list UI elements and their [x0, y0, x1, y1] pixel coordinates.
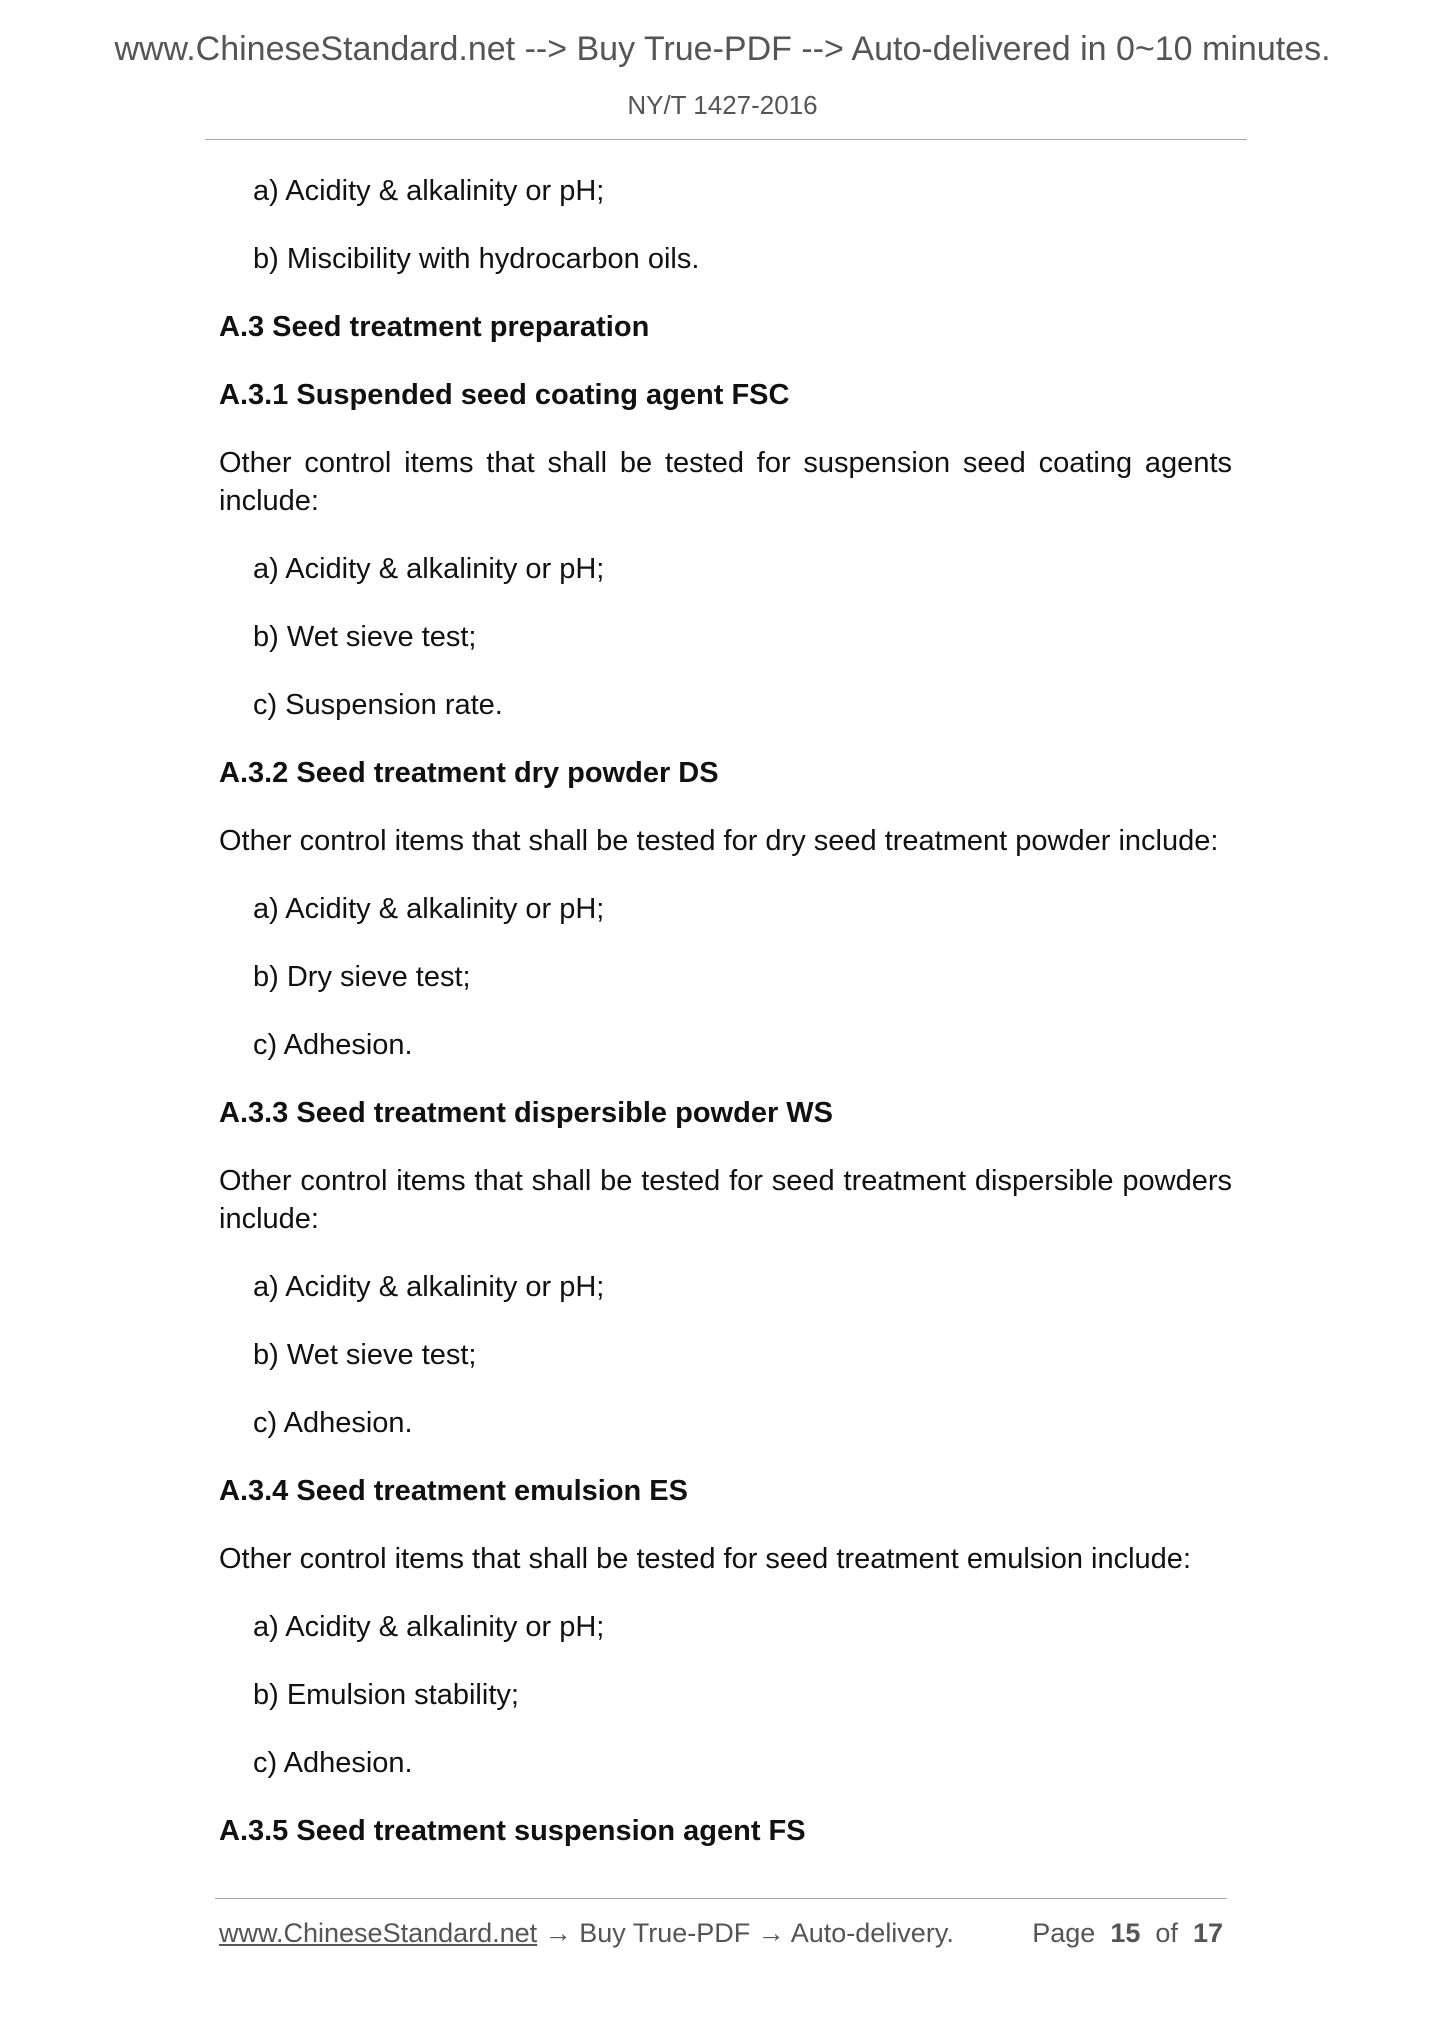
section-heading: A.3 Seed treatment preparation: [219, 311, 650, 343]
section-heading: A.3.2 Seed treatment dry powder DS: [219, 757, 719, 789]
footer-promo: [219, 1918, 954, 1949]
section-heading: A.3.3 Seed treatment dispersible powder WS: [219, 1097, 833, 1129]
list-item: c) Suspension rate.: [253, 689, 503, 721]
page-indicator: [1032, 1918, 1223, 1949]
list-item: b) Miscibility with hydrocarbon oils.: [253, 243, 700, 275]
list-item: c) Adhesion.: [253, 1747, 413, 1779]
document-body: [219, 172, 1232, 1880]
page-total: 17: [1192, 1918, 1223, 1948]
list-item: b) Emulsion stability;: [253, 1679, 519, 1711]
list-item: a) Acidity & alkalinity or pH;: [253, 553, 605, 585]
footer-divider: [215, 1898, 1227, 1899]
paragraph: Other control items that shall be tested for dry seed treatment powder include:: [219, 825, 1219, 857]
list-item: a) Acidity & alkalinity or pH;: [253, 1611, 605, 1643]
page-label: Page: [1032, 1918, 1096, 1948]
paragraph: Other control items that shall be tested for suspension seed coating agents include:: [219, 447, 1232, 517]
standard-code: NY/T 1427-2016: [627, 90, 818, 120]
paragraph: Other control items that shall be tested for seed treatment emulsion include:: [219, 1543, 1191, 1575]
list-item: b) Dry sieve test;: [253, 961, 471, 993]
list-item: a) Acidity & alkalinity or pH;: [253, 893, 605, 925]
list-item: c) Adhesion.: [253, 1029, 413, 1061]
section-heading: A.3.5 Seed treatment suspension agent FS: [219, 1815, 806, 1847]
section-heading: A.3.4 Seed treatment emulsion ES: [219, 1475, 688, 1507]
list-item: b) Wet sieve test;: [253, 1339, 477, 1371]
page-of-label: of: [1155, 1918, 1178, 1948]
page-current: 15: [1110, 1918, 1141, 1948]
paragraph: Other control items that shall be tested for seed treatment dispersible powders include:: [219, 1165, 1232, 1235]
list-item: c) Adhesion.: [253, 1407, 413, 1439]
footer-site-link[interactable]: www.ChineseStandard.net: [219, 1918, 538, 1948]
list-item: b) Wet sieve test;: [253, 621, 477, 653]
section-heading: A.3.1 Suspended seed coating agent FSC: [219, 379, 790, 411]
list-item: a) Acidity & alkalinity or pH;: [253, 1271, 605, 1303]
header-banner: www.ChineseStandard.net --> Buy True-PDF --> Auto-delivered in 0~10 minutes.: [114, 30, 1331, 68]
footer-tagline: → Buy True-PDF → Auto-delivery.: [537, 1918, 954, 1948]
list-item: a) Acidity & alkalinity or pH;: [253, 175, 605, 207]
header-divider: [205, 139, 1247, 140]
